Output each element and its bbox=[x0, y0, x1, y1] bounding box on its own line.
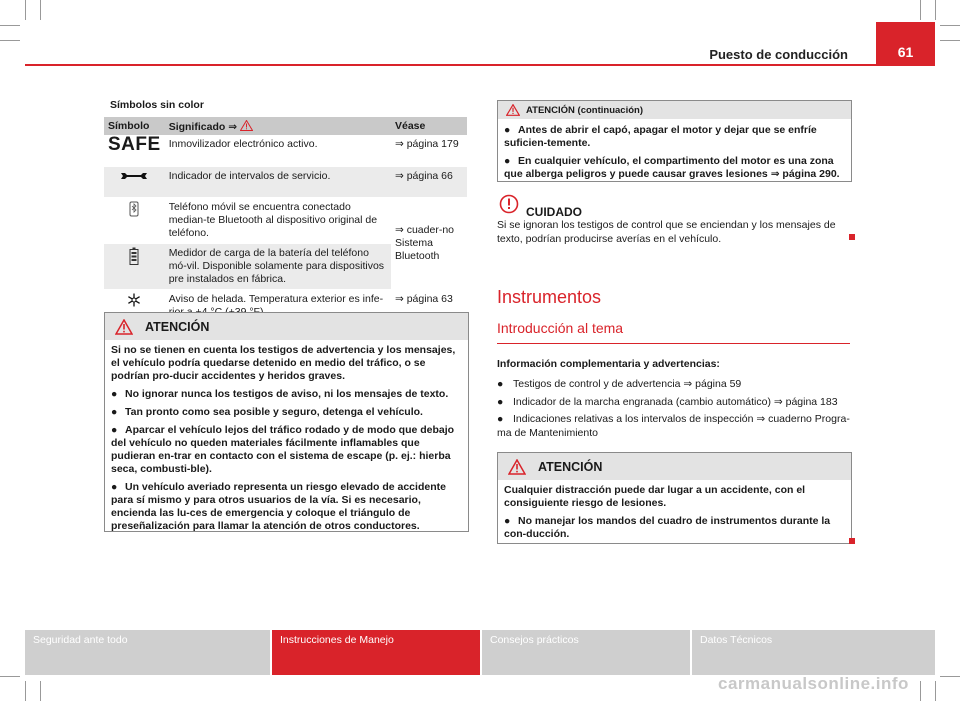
info-heading: Información complementaria y advertencias: bbox=[497, 358, 720, 370]
footer-tab-seguridad[interactable]: Seguridad ante todo bbox=[25, 630, 270, 675]
table-cell-see: ⇒ cuader-no Sistema Bluetooth bbox=[391, 197, 467, 289]
watermark: carmanualsonline.info bbox=[718, 674, 909, 693]
crop-mark bbox=[920, 681, 921, 701]
end-marker bbox=[849, 234, 855, 240]
warning-triangle-icon bbox=[506, 104, 520, 116]
warning-title: ATENCIÓN bbox=[538, 459, 603, 474]
col-header-see: Véase bbox=[391, 117, 467, 135]
safe-icon: SAFE bbox=[104, 135, 165, 166]
crop-mark bbox=[940, 40, 960, 41]
subsection-rule bbox=[497, 343, 850, 344]
table-row bbox=[104, 197, 467, 243]
warning-intro: Cualquier distracción puede dar lugar a un accidente, con el consiguiente riesgo de lesiones. bbox=[504, 484, 806, 509]
warning-continued-box bbox=[497, 100, 852, 182]
crop-mark bbox=[935, 681, 936, 701]
phone-icon bbox=[129, 201, 139, 217]
section-label: Símbolos sin color bbox=[110, 99, 204, 111]
crop-mark bbox=[0, 676, 20, 677]
warning-continued-title: ATENCIÓN (continuación) bbox=[526, 104, 643, 116]
table-cell-meaning: Inmovilizador electrónico activo. bbox=[165, 135, 391, 166]
warning-bullet: ● Un vehículo averiado representa un riesgo elevado de accidente para sí mismo y para otros usuarios de la vía. Si es necesario, encienda las lu-ces de emergencia y coloque el triángulo de preseñalización para llamar la atención de otros conductores. bbox=[111, 481, 446, 532]
table-row bbox=[104, 135, 467, 166]
crop-mark bbox=[0, 40, 20, 41]
table-cell-see: ⇒ página 179 bbox=[391, 135, 467, 166]
section-title: Instrumentos bbox=[497, 287, 602, 307]
warning-box bbox=[104, 312, 469, 532]
crop-mark bbox=[25, 0, 26, 20]
info-list bbox=[497, 378, 850, 440]
header-rule bbox=[25, 64, 935, 66]
crop-mark bbox=[940, 25, 960, 26]
warning-bullet: ● Aparcar el vehículo lejos del tráfico rodado y de modo que debajo del vehículo no queden materiales fácilmente inflamables que pudieran en-trar en contacto con el sistema de escape (p. ej.: hierba seca, combusti-ble). bbox=[111, 424, 455, 475]
crop-mark bbox=[935, 0, 936, 20]
warning-bullet: ● No ignorar nunca los testigos de aviso, ni los mensajes de texto. bbox=[111, 388, 449, 400]
crop-mark bbox=[920, 0, 921, 20]
crop-mark bbox=[940, 676, 960, 677]
crop-mark bbox=[0, 25, 20, 26]
warning-triangle-icon bbox=[115, 319, 133, 335]
table-cell-meaning: Medidor de carga de la batería del teléfono mó-vil. Disponible solamente para dispositivos pre instalados en fábrica. bbox=[165, 243, 391, 289]
snowflake-icon bbox=[127, 293, 141, 307]
warning-intro: Si no se tienen en cuenta los testigos de advertencia y los mensajes, el vehículo podría quedarse detenido en medio del tráfico, o se podrían pro-ducir accidentes y heridos graves. bbox=[111, 344, 456, 382]
table-cell-meaning: Indicador de intervalos de servicio. bbox=[165, 166, 391, 197]
warning-bullet: ● No manejar los mandos del cuadro de instrumentos durante la con-ducción. bbox=[504, 515, 831, 540]
table-cell-meaning: Teléfono móvil se encuentra conectado median-te Bluetooth al dispositivo original de teléfono. bbox=[165, 197, 391, 243]
col-header-symbol: Símbolo bbox=[104, 117, 165, 135]
crop-mark bbox=[40, 681, 41, 701]
table-cell-meaning: Aviso de helada. Temperatura exterior es infe- bbox=[165, 289, 391, 322]
end-marker bbox=[849, 538, 855, 544]
page-number: 61 bbox=[876, 22, 935, 66]
caution-text: Si se ignoran los testigos de control que se enciendan y los mensajes de texto, podrían producirse averías en el vehículo. bbox=[497, 219, 836, 245]
battery-icon bbox=[129, 247, 139, 265]
list-item: ● Indicador de la marcha engranada (cambio automático) ⇒ página 183 bbox=[497, 395, 838, 408]
list-item: ● Indicaciones relativas a los intervalos de inspección ⇒ cuaderno Progra-ma de Mantenimiento bbox=[497, 413, 850, 439]
warning-bullet: ● Antes de abrir el capó, apagar el motor y dejar que se enfríe suficien-temente. bbox=[504, 124, 817, 149]
table-row bbox=[104, 166, 467, 197]
wrench-icon bbox=[120, 170, 148, 182]
caution-title: CUIDADO bbox=[526, 205, 582, 219]
crop-mark bbox=[40, 0, 41, 20]
list-item: ● Testigos de control y de advertencia ⇒ página 59 bbox=[497, 378, 742, 390]
footer-tab-datos[interactable]: Datos Técnicos bbox=[692, 630, 935, 675]
subsection-title: Introducción al tema bbox=[497, 320, 624, 336]
page-title: Puesto de conducción bbox=[709, 47, 848, 62]
table-cell-see: ⇒ página 63 bbox=[391, 289, 467, 322]
crop-mark bbox=[25, 681, 26, 701]
col-header-meaning: Significado ⇒ bbox=[165, 117, 391, 135]
warning-box-instruments bbox=[497, 452, 852, 544]
warning-triangle-icon bbox=[240, 120, 253, 131]
caution-icon bbox=[499, 194, 519, 214]
footer-tab-consejos[interactable]: Consejos prácticos bbox=[482, 630, 690, 675]
warning-triangle-icon bbox=[508, 459, 526, 475]
warning-bullet: ● Tan pronto como sea posible y seguro, detenga el vehículo. bbox=[111, 406, 423, 418]
table-cell-see: ⇒ página 66 bbox=[391, 166, 467, 197]
footer-tab-instrucciones[interactable]: Instrucciones de Manejo bbox=[272, 630, 480, 675]
warning-bullet: ● En cualquier vehículo, el compartimento del motor es una zona que alberga peligros y puede causar graves lesiones ⇒ página 290. bbox=[504, 155, 840, 180]
symbols-table bbox=[104, 117, 467, 323]
warning-title: ATENCIÓN bbox=[145, 319, 210, 334]
